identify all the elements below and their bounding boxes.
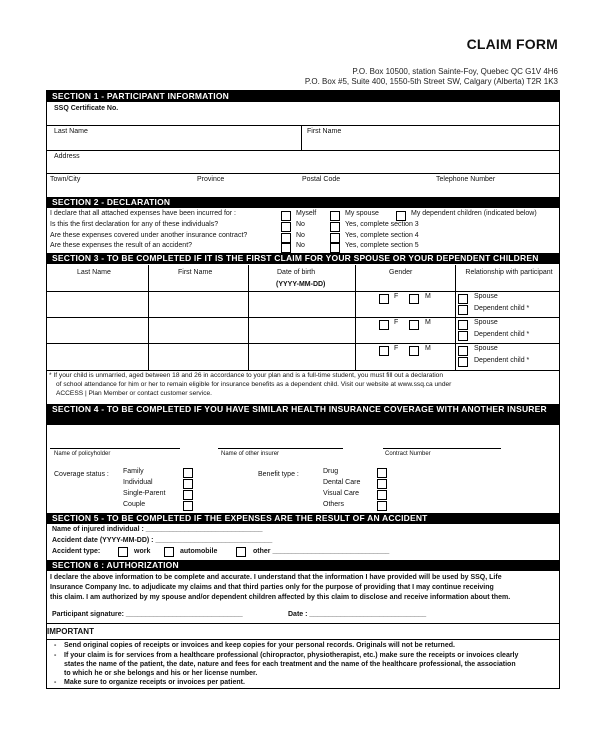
spouse-option: Spouse xyxy=(474,319,498,326)
q2-yes-label: Yes, complete section 3 xyxy=(345,221,419,228)
last-name-field[interactable] xyxy=(47,126,301,150)
telephone-label: Telephone Number xyxy=(436,176,496,183)
student-note-3: ACCESS | Plan Member or contact customer service. xyxy=(56,390,212,397)
others-checkbox[interactable] xyxy=(377,501,387,511)
benefit-type-label: Benefit type : xyxy=(258,471,299,478)
other-checkbox[interactable] xyxy=(236,547,246,557)
bullet-2-dash: - xyxy=(54,652,57,659)
declaration-q2: Is this the first declaration for any of these individuals? xyxy=(50,221,219,228)
visual-checkbox[interactable] xyxy=(377,490,387,500)
section-6-header: SECTION 6 : AUTHORIZATION xyxy=(47,560,559,571)
single-parent-label: Single-Parent xyxy=(123,490,166,497)
drug-label: Drug xyxy=(323,468,339,475)
row2-dependent-checkbox[interactable] xyxy=(458,331,468,341)
visual-label: Visual Care xyxy=(323,490,360,497)
row2-female-checkbox[interactable] xyxy=(379,320,389,330)
other-insurer-line[interactable] xyxy=(218,448,343,449)
last-name-label: Last Name xyxy=(54,128,88,135)
row3-male-checkbox[interactable] xyxy=(409,346,419,356)
student-note-2: of school attendance for him or her to remain eligible for insurance benefits as a dependent child. Visit our website at www.ssq.ca under xyxy=(56,381,452,388)
individual-label: Individual xyxy=(123,479,153,486)
automobile-label: automobile xyxy=(180,548,218,555)
q3-yes-label: Yes, complete section 4 xyxy=(345,232,419,239)
postal-code-label: Postal Code xyxy=(302,176,341,183)
work-checkbox[interactable] xyxy=(118,547,128,557)
location-fields[interactable] xyxy=(47,184,559,196)
male-label: M xyxy=(425,345,431,352)
first-name-field[interactable] xyxy=(302,126,559,150)
family-checkbox[interactable] xyxy=(183,468,193,478)
declaration-q3: Are these expenses covered under another insurance contract? xyxy=(50,232,248,239)
row3-dependent-checkbox[interactable] xyxy=(458,357,468,367)
work-label: work xyxy=(134,548,151,555)
dental-label: Dental Care xyxy=(323,479,361,486)
q3-no-checkbox[interactable] xyxy=(281,233,291,243)
female-label: F xyxy=(394,345,399,352)
town-label: Town/City xyxy=(50,176,81,183)
injured-individual-field[interactable]: Name of injured individual : ______________________________ xyxy=(52,526,263,533)
automobile-checkbox[interactable] xyxy=(164,547,174,557)
authorization-text-1: I declare the above information to be complete and accurate. I understand that the information I have provided will be used by SSQ, Life xyxy=(50,574,502,581)
dependent-option: Dependent child * xyxy=(474,331,530,338)
couple-checkbox[interactable] xyxy=(183,501,193,511)
section-1-header: SECTION 1 - PARTICIPANT INFORMATION xyxy=(47,91,559,102)
q2-no-label: No xyxy=(296,221,305,228)
ssq-certificate-label: SSQ Certificate No. xyxy=(54,105,119,112)
row3-female-checkbox[interactable] xyxy=(379,346,389,356)
couple-label: Couple xyxy=(123,501,146,508)
section-2-header: SECTION 2 - DECLARATION xyxy=(47,197,559,208)
col-first-name: First Name xyxy=(178,269,213,276)
q4-no-checkbox[interactable] xyxy=(281,243,291,253)
address-line-1: P.O. Box 10500, station Sainte-Foy, Quebec QC G1V 4H6 xyxy=(352,67,558,76)
male-label: M xyxy=(425,319,431,326)
dependent-option: Dependent child * xyxy=(474,305,530,312)
col-gender: Gender xyxy=(389,269,413,276)
important-item-1: Send original copies of receipts or invoices and keep copies for your personal records. Originals will not be returned. xyxy=(64,642,455,649)
single-parent-checkbox[interactable] xyxy=(183,490,193,500)
section-5-header: SECTION 5 - TO BE COMPLETED IF THE EXPENSES ARE THE RESULT OF AN ACCIDENT xyxy=(47,513,559,524)
row1-female-checkbox[interactable] xyxy=(379,294,389,304)
spouse-label: My spouse xyxy=(345,210,379,217)
claim-form xyxy=(46,90,560,689)
col-dob-format: (YYYY-MM-DD) xyxy=(276,281,326,288)
dependent-option: Dependent child * xyxy=(474,357,530,364)
dependent-checkbox[interactable] xyxy=(396,211,406,221)
policyholder-line[interactable] xyxy=(50,448,180,449)
spouse-checkbox[interactable] xyxy=(330,211,340,221)
female-label: F xyxy=(394,319,399,326)
spouse-option: Spouse xyxy=(474,293,498,300)
date-field[interactable]: Date : ______________________________ xyxy=(288,611,427,618)
row2-spouse-checkbox[interactable] xyxy=(458,320,468,330)
signature-field[interactable]: Participant signature: ______________________________ xyxy=(52,611,243,618)
section-4-header: SECTION 4 - TO BE COMPLETED IF YOU HAVE SIMILAR HEALTH INSURANCE COVERAGE WITH ANOTHER INSURER xyxy=(47,404,559,425)
q4-yes-checkbox[interactable] xyxy=(330,243,340,253)
col-last-name: Last Name xyxy=(77,269,111,276)
q4-no-label: No xyxy=(296,242,305,249)
individual-checkbox[interactable] xyxy=(183,479,193,489)
form-title: CLAIM FORM xyxy=(466,36,558,52)
accident-date-field[interactable]: Accident date (YYYY-MM-DD) : ______________________________ xyxy=(52,537,273,544)
section-3-header: SECTION 3 - TO BE COMPLETED IF IT IS THE FIRST CLAIM FOR YOUR SPOUSE OR YOUR DEPENDENT CHILDREN xyxy=(47,253,559,264)
others-label: Others xyxy=(323,501,345,508)
q3-no-label: No xyxy=(296,232,305,239)
q4-yes-label: Yes, complete section 5 xyxy=(345,242,419,249)
row1-spouse-checkbox[interactable] xyxy=(458,294,468,304)
other-insurer-label: Name of other insurer xyxy=(221,451,280,457)
row1-male-checkbox[interactable] xyxy=(409,294,419,304)
row3-spouse-checkbox[interactable] xyxy=(458,346,468,356)
important-item-2b: states the name of the patient, the date, nature and fees for each treatment and the name of the healthcare professional, the association xyxy=(64,661,516,668)
important-item-3: Make sure to organize receipts or invoices per patient. xyxy=(64,679,245,686)
address-field[interactable] xyxy=(47,151,559,173)
declaration-q4: Are these expenses the result of an accident? xyxy=(50,242,193,249)
female-label: F xyxy=(394,293,399,300)
col-relationship: Relationship with participant xyxy=(465,269,553,276)
authorization-text-3: this claim. I am authorized by my spouse and/or dependent children affected by this claim to disclose and receive information about them. xyxy=(50,594,511,601)
family-label: Family xyxy=(123,468,144,475)
male-label: M xyxy=(425,293,431,300)
row2-male-checkbox[interactable] xyxy=(409,320,419,330)
myself-checkbox[interactable] xyxy=(281,211,291,221)
ssq-certificate-field[interactable] xyxy=(47,103,559,125)
row1-dependent-checkbox[interactable] xyxy=(458,305,468,315)
declaration-q1: I declare that all attached expenses have been incurred for : xyxy=(50,210,237,217)
important-item-2c: to which he or she belongs and his or her license number. xyxy=(64,670,258,677)
address-line-2: P.O. Box #5, Suite 400, 1550-5th Street SW, Calgary (Alberta) T2R 1K3 xyxy=(304,77,558,86)
coverage-status-label: Coverage status : xyxy=(54,471,109,478)
important-heading: IMPORTANT xyxy=(47,627,94,636)
q3-yes-checkbox[interactable] xyxy=(330,233,340,243)
first-name-label: First Name xyxy=(307,128,342,135)
dependent-label: My dependent children (indicated below) xyxy=(411,210,537,217)
drug-checkbox[interactable] xyxy=(377,468,387,478)
important-item-2a: If your claim is for services from a healthcare professional (chiropractor, physiotherapist, etc.) make sure the receipts or invoices clearly xyxy=(64,652,519,659)
accident-type-label: Accident type: xyxy=(52,548,101,555)
address-label: Address xyxy=(54,153,80,160)
col-dob: Date of birth xyxy=(277,269,316,276)
authorization-text-2: Insurance Company Inc. to adjudicate my claims and that third parties only for the purpose of providing that I may continue receiving xyxy=(50,584,494,591)
bullet-3-dash: - xyxy=(54,679,57,686)
province-label: Province xyxy=(197,176,225,183)
q2-no-checkbox[interactable] xyxy=(281,222,291,232)
policyholder-label: Name of policyholder xyxy=(54,451,111,457)
myself-label: Myself xyxy=(296,210,317,217)
contract-number-line[interactable] xyxy=(383,448,501,449)
dental-checkbox[interactable] xyxy=(377,479,387,489)
contract-number-label: Contract Number xyxy=(385,451,431,457)
student-note-1: * If your child is unmarried, aged between 18 and 26 in accordance to your plan and is a full-time student, you must fill out a declaration xyxy=(49,372,444,379)
other-field[interactable]: other ______________________________ xyxy=(253,548,390,555)
spouse-option: Spouse xyxy=(474,345,498,352)
bullet-1-dash: - xyxy=(54,642,57,649)
q2-yes-checkbox[interactable] xyxy=(330,222,340,232)
